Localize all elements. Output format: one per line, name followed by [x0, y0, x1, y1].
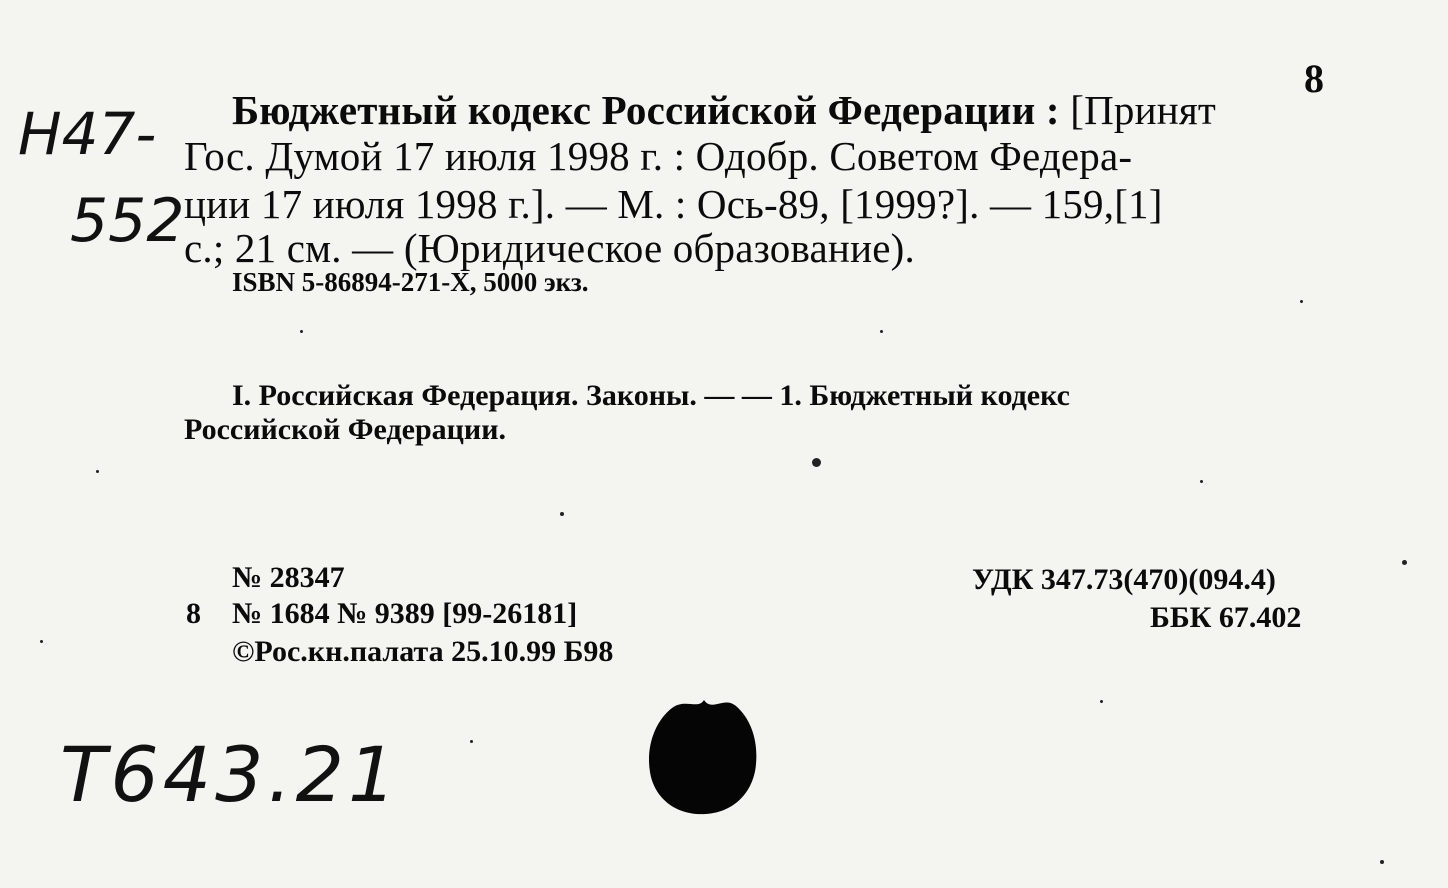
book-chamber-line: ©Рос.кн.палата 25.10.99 Б98 — [232, 635, 614, 668]
entry-title: Бюджетный кодекс Российской Федерации : — [232, 87, 1060, 133]
entry-line-3: ции 17 июля 1998 г.]. — М. : Ось-89, [1999?]. — 159,[1] — [184, 181, 1163, 227]
record-numbers: № 1684 № 9389 [99-26181] — [232, 597, 578, 630]
handwritten-shelf-code-line2: 552 — [70, 186, 185, 256]
entry-line-1-rest: [Принят — [1059, 87, 1217, 133]
subject-line-2: Российской Федерации. — [184, 413, 506, 446]
handwritten-shelf-code-line1: Н47- — [18, 100, 157, 168]
record-prefix: 8 — [186, 597, 201, 630]
subject-line-1: I. Российская Федерация. Законы. — — 1. Бюджетный кодекс — [232, 379, 1070, 412]
entry-line-4: с.; 21 см. — (Юридическое образование). — [184, 225, 915, 271]
card-number: 8 — [1304, 56, 1325, 101]
isbn: ISBN 5-86894-271-Х, 5000 экз. — [232, 267, 589, 297]
punch-hole — [640, 690, 765, 820]
record-number: № 28347 — [232, 561, 345, 594]
udk-code: УДК 347.73(470)(094.4) — [972, 563, 1276, 596]
handwritten-bottom-code: Т643.21 — [60, 730, 401, 819]
entry-line-1 — [232, 87, 1217, 133]
bbk-code: ББК 67.402 — [1150, 601, 1302, 634]
entry-line-2: Гос. Думой 17 июля 1998 г. : Одобр. Советом Федера- — [184, 133, 1133, 179]
